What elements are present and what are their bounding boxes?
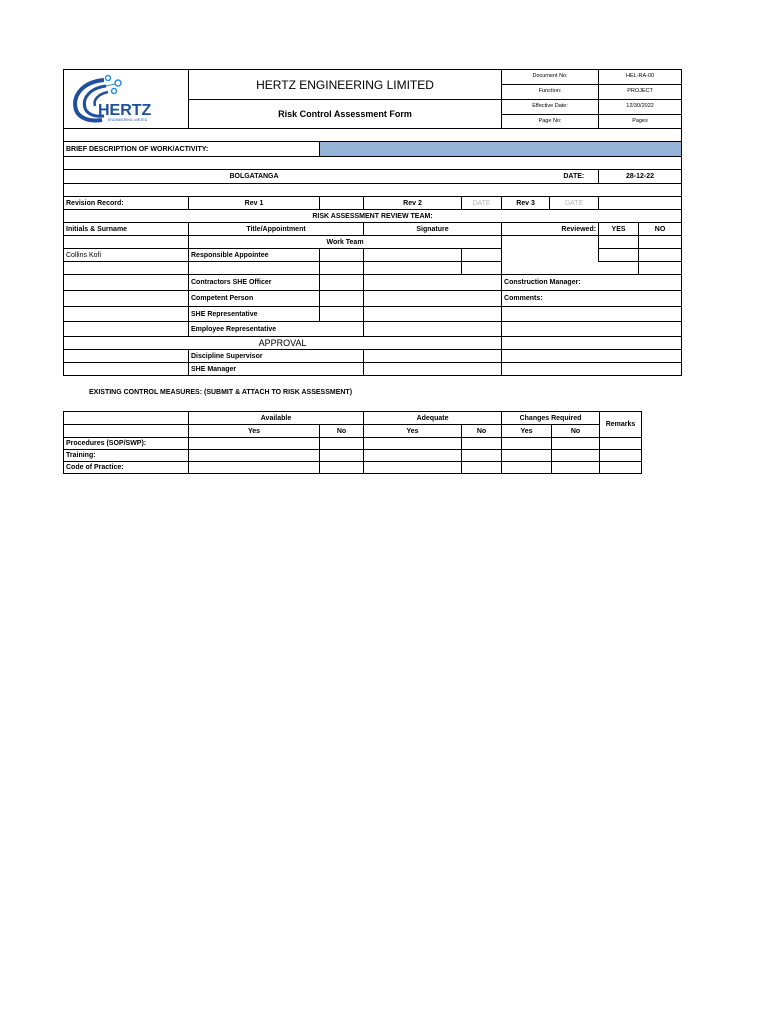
- no-header: No: [320, 425, 364, 438]
- team-role: Employee Representative: [189, 322, 364, 337]
- logo-text: HERTZ: [98, 102, 152, 119]
- group-available: Available: [189, 412, 364, 425]
- existing-controls-table: [63, 411, 642, 474]
- col-title: Title/Appointment: [189, 223, 364, 236]
- group-adequate: Adequate: [364, 412, 502, 425]
- approval-title: APPROVAL: [64, 337, 502, 350]
- meta-label: Page No:: [502, 115, 599, 129]
- col-initials: Initials & Surname: [64, 223, 189, 236]
- group-changes: Changes Required: [502, 412, 600, 425]
- comments-label: Comments:: [502, 291, 682, 307]
- yes-header: Yes: [502, 425, 552, 438]
- review-team-title: RISK ASSESSMENT REVIEW TEAM:: [64, 210, 682, 223]
- meta-value: PROJECT: [599, 85, 682, 100]
- rev1-date[interactable]: [320, 197, 364, 210]
- col-yes: YES: [599, 223, 639, 236]
- company-name: HERTZ ENGINEERING LIMITED: [189, 70, 502, 100]
- control-row-label: Procedures (SOP/SWP):: [64, 438, 189, 450]
- description-label: BRIEF DESCRIPTION OF WORK/ACTIVITY:: [64, 142, 320, 157]
- no-header: No: [552, 425, 600, 438]
- rev3-date[interactable]: DATE: [550, 197, 599, 210]
- yes-header: Yes: [364, 425, 462, 438]
- date-label: DATE:: [550, 170, 599, 184]
- col-no: NO: [639, 223, 682, 236]
- location-value: BOLGATANGA: [189, 170, 320, 184]
- logo-subtext: ENGINEERING LIMITED: [108, 118, 148, 122]
- control-row-label: Code of Practice:: [64, 462, 189, 474]
- col-signature: Signature: [364, 223, 502, 236]
- revision-label: Revision Record:: [64, 197, 189, 210]
- spacer-row: [64, 157, 682, 170]
- date-value[interactable]: 28-12-22: [599, 170, 682, 184]
- team-role: SHE Representative: [189, 307, 320, 322]
- approval-role: Discipline Supervisor: [189, 350, 364, 363]
- spacer-row: [64, 129, 682, 142]
- rev2-label: Rev 2: [364, 197, 462, 210]
- control-row-label: Training:: [64, 450, 189, 462]
- comments-area[interactable]: [502, 307, 682, 322]
- existing-controls-title: EXISTING CONTROL MEASURES: (SUBMIT & ATTACH TO RISK ASSESSMENT): [89, 389, 353, 396]
- rev3-label: Rev 3: [502, 197, 550, 210]
- reviewed-no-box[interactable]: [639, 249, 682, 262]
- team-role: Contractors SHE Officer: [189, 275, 320, 291]
- form-title: Risk Control Assessment Form: [189, 100, 502, 129]
- remarks-header: Remarks: [600, 412, 642, 438]
- risk-assessment-form: [63, 69, 682, 376]
- team-role: Competent Person: [189, 291, 320, 307]
- yes-header: Yes: [189, 425, 320, 438]
- rev1-label: Rev 1: [189, 197, 320, 210]
- col-reviewed: Reviewed:: [502, 223, 599, 236]
- company-logo: [64, 70, 189, 129]
- meta-value: HEL-RA-00: [599, 70, 682, 85]
- reviewed-yes-box[interactable]: [599, 249, 639, 262]
- approval-role: SHE Manager: [189, 363, 364, 376]
- meta-value: 12/30/2022: [599, 100, 682, 115]
- no-header: No: [462, 425, 502, 438]
- meta-value: Pages: [599, 115, 682, 129]
- meta-label: Document No:: [502, 70, 599, 85]
- meta-label: Effective Date:: [502, 100, 599, 115]
- rev2-date[interactable]: DATE: [462, 197, 502, 210]
- construction-manager-label: Construction Manager:: [502, 275, 682, 291]
- hertz-logo-icon: [64, 70, 187, 126]
- description-input[interactable]: [320, 142, 682, 157]
- work-team-title: Work Team: [189, 236, 502, 249]
- spacer-row: [64, 184, 682, 197]
- team-role: Responsible Appointee: [189, 249, 320, 262]
- meta-label: Function:: [502, 85, 599, 100]
- team-member-name: Collins Kofi: [64, 249, 189, 262]
